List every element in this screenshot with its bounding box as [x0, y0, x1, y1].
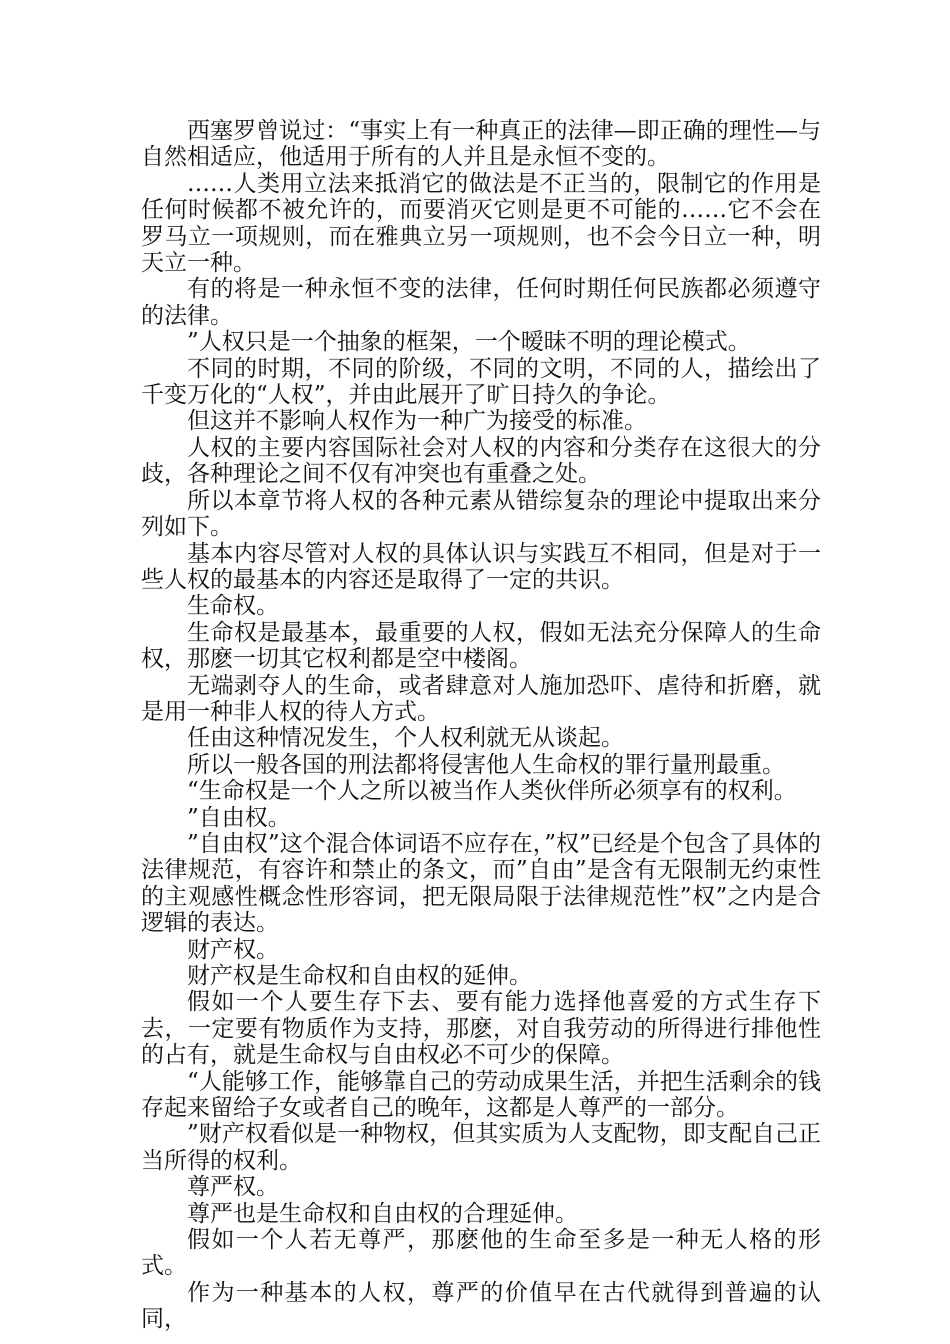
paragraph: 西塞罗曾说过：“事实上有一种真正的法律—即正确的理性—与自然相适应，他适用于所有的人并且是永恒不变的。: [141, 118, 821, 171]
paragraph: 财产权是生命权和自由权的延伸。: [187, 963, 532, 989]
section-heading: ”自由权。: [187, 804, 291, 831]
paragraph: “人能够工作，能够靠自己的劳动成果生活，并把生活剩余的钱存起来留给子女或者自己的晚年，这都是人尊严的一部分。: [141, 1068, 821, 1122]
paragraph: 假如一个人要生存下去、要有能力选择他喜爱的方式生存下去，一定要有物质作为支持，那麽，对自我劳动的所得进行排他性的占有，就是生命权与自由权必不可少的保障。: [141, 989, 821, 1069]
paragraph: 所以本章节将人权的各种元素从错综复杂的理论中提取出来分列如下。: [141, 487, 821, 541]
paragraph: 任由这种情况发生，个人权利就无从谈起。: [187, 725, 624, 752]
section-heading: 尊严权。: [187, 1174, 279, 1201]
paragraph: 基本内容尽管对人权的具体认识与实践互不相同，但是对于一些人权的最基本的内容还是取得了一定的共识。: [141, 540, 821, 593]
paragraph: 有的将是一种永恒不变的法律，任何时期任何民族都必须遵守的法律。: [141, 276, 821, 329]
paragraph: ……人类用立法来抵消它的做法是不正当的，限制它的作用是任何时候都不被允许的，而要消灭它则是更不可能的……它不会在罗马立一项规则，而在雅典立另一项规则，也不会今日立一种，明天立一种。: [141, 170, 821, 277]
paragraph: ”人权只是一个抽象的框架，一个暧昧不明的理论模式。: [187, 329, 751, 356]
paragraph: 生命权是最基本，最重要的人权，假如无法充分保障人的生命权，那麽一切其它权利都是空中楼阁。: [141, 619, 821, 673]
paragraph: 人权的主要内容国际社会对人权的内容和分类存在这很大的分歧，各种理论之间不仅有冲突也有重叠之处。: [141, 434, 821, 488]
paragraph: 作为一种基本的人权，尊严的价值早在古代就得到普遍的认同，: [141, 1279, 821, 1333]
paragraph: “生命权是一个人之所以被当作人类伙伴所必须享有的权利。: [187, 778, 797, 805]
paragraph: ”自由权”这个混合体词语不应存在，”权”已经是个包含了具体的法律规范，有容许和禁止的条文，而”自由”是含有无限制无约束性的主观感性概念性形容词，把无限局限于法律规范性”权”之内是合逻辑的表达。: [141, 830, 821, 937]
paragraph: 但这并不影响人权作为一种广为接受的标准。: [187, 408, 647, 435]
paragraph: 无端剥夺人的生命，或者肆意对人施加恐吓、虐待和折磨，就是用一种非人权的待人方式。: [141, 672, 821, 725]
section-heading: 生命权。: [187, 593, 279, 620]
paragraph: ”财产权看似是一种物权，但其实质为人支配物，即支配自己正当所得的权利。: [141, 1121, 821, 1174]
paragraph: 假如一个人若无尊严，那麽他的生命至多是一种无人格的形式。: [141, 1227, 821, 1280]
paragraph: 尊严也是生命权和自由权的合理延伸。: [187, 1200, 578, 1227]
section-heading: 财产权。: [187, 936, 279, 963]
document-body: [141, 118, 821, 1333]
paragraph: 所以一般各国的刑法都将侵害他人生命权的罪行量刑最重。: [187, 751, 785, 778]
paragraph: 不同的时期，不同的阶级，不同的文明，不同的人，描绘出了千变万化的“人权”，并由此展开了旷日持久的争论。: [141, 355, 821, 409]
